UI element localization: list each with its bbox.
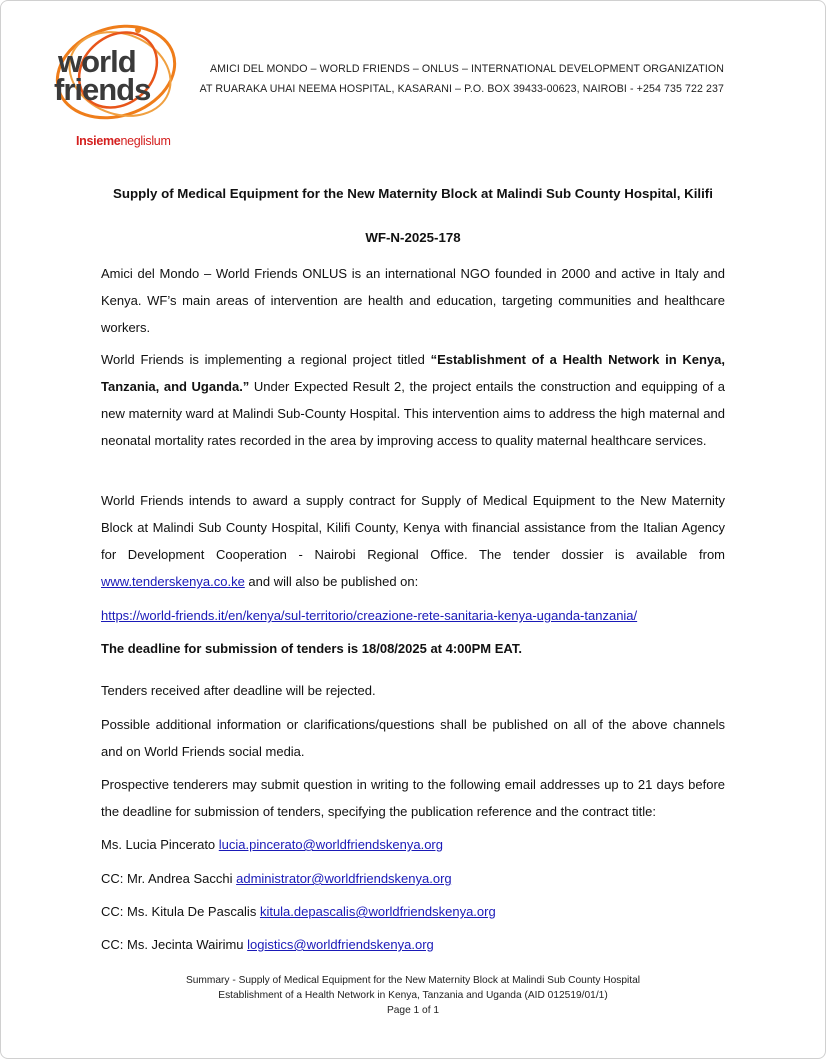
tenderskenya-link[interactable]: www.tenderskenya.co.ke bbox=[101, 574, 245, 589]
contact-name: CC: Mr. Andrea Sacchi bbox=[101, 871, 237, 886]
tagline-part-1: Insieme bbox=[76, 134, 121, 148]
tender-reference: WF-N-2025-178 bbox=[365, 230, 461, 245]
contact-name: Ms. Lucia Pincerato bbox=[101, 837, 219, 852]
contact-name: CC: Ms. Kitula De Pascalis bbox=[101, 904, 260, 919]
contact-line bbox=[101, 865, 725, 892]
project-text-a: World Friends is implementing a regional project titled bbox=[101, 352, 431, 367]
document-title: Supply of Medical Equipment for the New Maternity Block at Malindi Sub County Hospital, Kilifi bbox=[113, 186, 713, 201]
late-tenders-notice: Tenders received after deadline will be rejected. bbox=[101, 683, 376, 698]
project-text-b: Under Expected Result 2, the project entails the construction and equipping of a new maternity ward at Malindi Sub-County Hospital. This intervention aims to address the high maternal and neonatal mortality rates recorded in the area by improving access to quality maternal healthcare services. bbox=[101, 379, 726, 448]
clarifications-paragraph: Possible additional information or clarifications/questions shall be published on all of the above channels and on World Friends social media. bbox=[101, 717, 725, 759]
page-footer bbox=[100, 973, 726, 1018]
tender-paragraph bbox=[101, 487, 725, 595]
contact-email-link[interactable]: logistics@worldfriendskenya.org bbox=[247, 937, 434, 952]
logo-word-world: world bbox=[58, 44, 136, 79]
world-friends-url-paragraph bbox=[101, 602, 725, 629]
contact-name: CC: Ms. Jecinta Wairimu bbox=[101, 937, 248, 952]
tender-text-a: World Friends intends to award a supply contract for Supply of Medical Equipment to the New Maternity Block at Malindi Sub County Hospital, Kilifi County, Kenya with financial assistance from the Italian Agency for Development Cooperation - Nairobi Regional Office. The tender dossier is available from bbox=[101, 493, 725, 562]
tender-text-b: and will also be published on: bbox=[244, 574, 419, 589]
deadline-notice: The deadline for submission of tenders is 18/08/2025 at 4:00PM EAT. bbox=[101, 641, 522, 656]
footer-page-number: Page 1 of 1 bbox=[386, 1005, 440, 1016]
contact-email-link[interactable]: administrator@worldfriendskenya.org bbox=[236, 871, 452, 886]
logo-tagline bbox=[76, 134, 171, 148]
world-friends-project-link[interactable]: https://world-friends.it/en/kenya/sul-territorio/creazione-rete-sanitaria-kenya-uganda-tanzania/ bbox=[101, 608, 638, 623]
footer-project: Establishment of a Health Network in Kenya, Tanzania and Uganda (AID 012519/01/1) bbox=[218, 990, 608, 1001]
contact-line bbox=[101, 898, 725, 925]
questions-paragraph: Prospective tenderers may submit question in writing to the following email addresses up to 21 days before the deadline for submission of tenders, specifying the publication reference and the contract title: bbox=[101, 777, 725, 819]
org-name-line: AMICI DEL MONDO – WORLD FRIENDS – ONLUS – INTERNATIONAL DEVELOPMENT ORGANIZATION bbox=[209, 63, 724, 75]
org-address-line: AT RUARAKA UHAI NEEMA HOSPITAL, KASARANI – P.O. BOX 39433-00623, NAIROBI - +254 735 722 237 bbox=[199, 83, 724, 95]
world-friends-logo bbox=[50, 22, 190, 152]
logo-word-friends: friends bbox=[54, 72, 151, 107]
contact-email-link[interactable]: kitula.depascalis@worldfriendskenya.org bbox=[259, 904, 496, 919]
footer-summary: Summary - Supply of Medical Equipment for the New Maternity Block at Malindi Sub County Hospital bbox=[185, 975, 641, 986]
intro-paragraph: Amici del Mondo – World Friends ONLUS is an international NGO founded in 2000 and active in Italy and Kenya. WF’s main areas of intervention are health and education, targeting communities and healthcare workers. bbox=[101, 266, 725, 335]
contact-line bbox=[101, 931, 725, 958]
tagline-part-2: neglislum bbox=[120, 134, 171, 148]
project-title: “Establishment of a Health Network in Kenya, Tanzania, and Uganda.” bbox=[101, 352, 725, 394]
project-paragraph bbox=[101, 346, 725, 454]
contact-email-link[interactable]: lucia.pincerato@worldfriendskenya.org bbox=[218, 837, 443, 852]
contact-line bbox=[101, 831, 725, 858]
